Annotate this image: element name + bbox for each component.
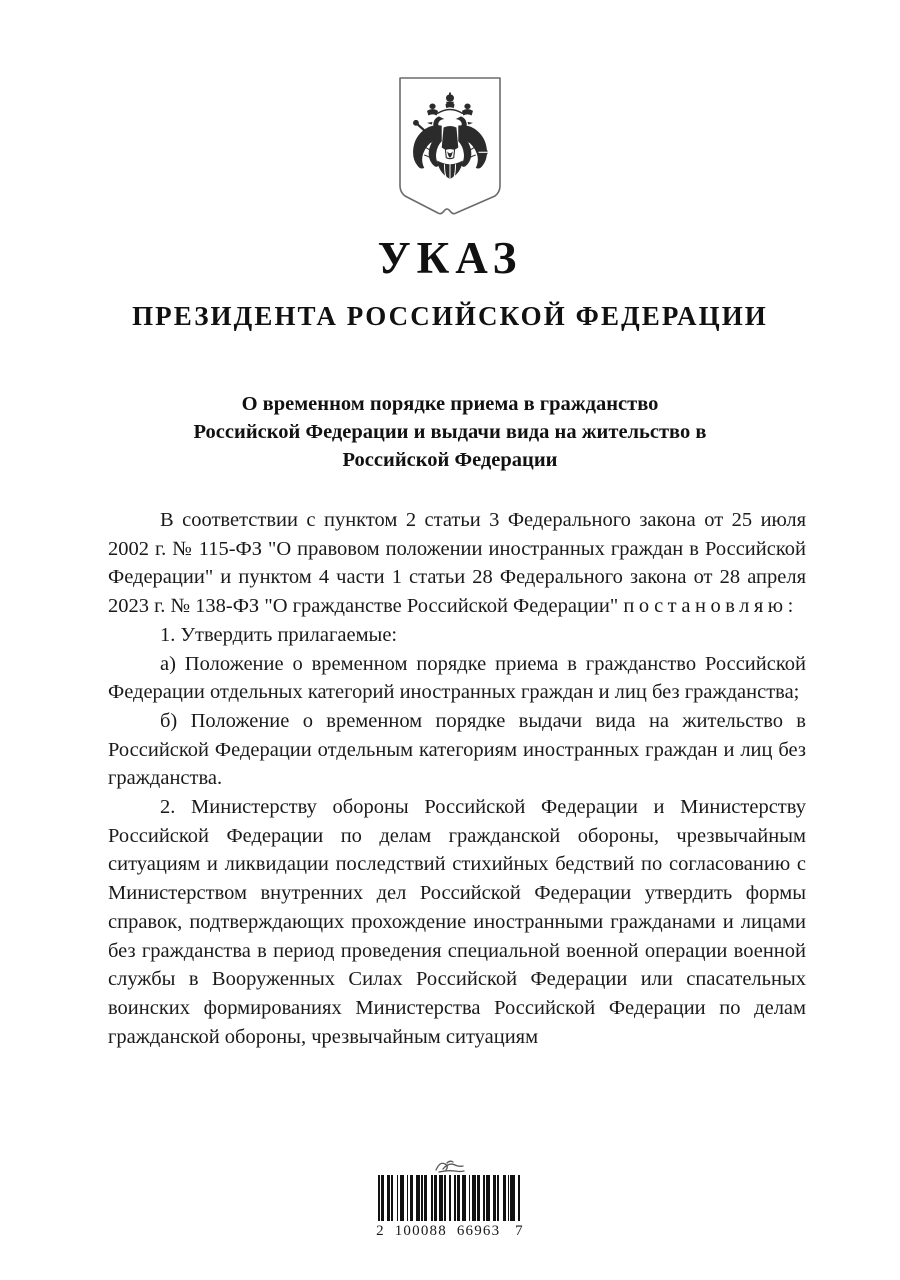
document-title: УКАЗ [377,233,523,283]
document-subtitle: ПРЕЗИДЕНТА РОССИЙСКОЙ ФЕДЕРАЦИИ [132,301,768,331]
russian-coat-of-arms-icon [396,74,504,216]
document-body [108,506,806,1051]
preamble-text: В соответствии с пунктом 2 статьи 3 Федерального закона от 25 июля 2002 г. № 115-ФЗ "О правовом положении иностранных граждан в Российской Федерации" и пунктом 4 части 1 статьи 28 Федерального закона от 28 апреля 2023 г. № 138-ФЗ "О гражданстве Российской Федерации" [108,509,806,618]
paragraph-preamble [108,506,806,621]
barcode-container [0,1158,900,1240]
ink-scribble-mark-icon [433,1158,467,1174]
barcode-bars [378,1175,522,1221]
heading-line-2: Российской Федерации и выдачи вида на жительство в [193,421,707,443]
paragraph-item-1a: а) Положение о временном порядке приема в гражданство Российской Федерации отдельных категорий иностранных граждан и лиц без гражданства; [108,652,806,704]
barcode-digits: 2 100088 66963 7 [376,1223,524,1239]
paragraph-item-1: 1. Утвердить прилагаемые: [160,623,398,646]
heading-line-1: О временном порядке приема в гражданство [241,393,659,415]
preamble-emphasis: постановляю: [623,595,798,618]
paragraph-item-1b: б) Положение о временном порядке выдачи вида на жительство в Российской Федерации отдельным категориям иностранных граждан и лиц без гражданства. [108,709,806,790]
emblem-container [0,74,900,216]
heading-line-3: Российской Федерации [342,449,558,471]
paragraph-item-2: 2. Министерству обороны Российской Федерации и Министерству Российской Федерации по делам гражданской обороны, чрезвычайным ситуациям и ликвидации последствий стихийных бедствий по согласованию с Министерством внутренних дел Российской Федерации утвердить формы справок, подтверждающих прохождение иностранными гражданами и лицами без гражданства в период проведения специальной военной операции военной службы в Вооруженных Силах Российской Федерации или спасательных воинских формированиях Министерства Российской Федерации по делам гражданской обороны, чрезвычайным ситуациям [108,796,806,1048]
document-heading [150,390,750,474]
